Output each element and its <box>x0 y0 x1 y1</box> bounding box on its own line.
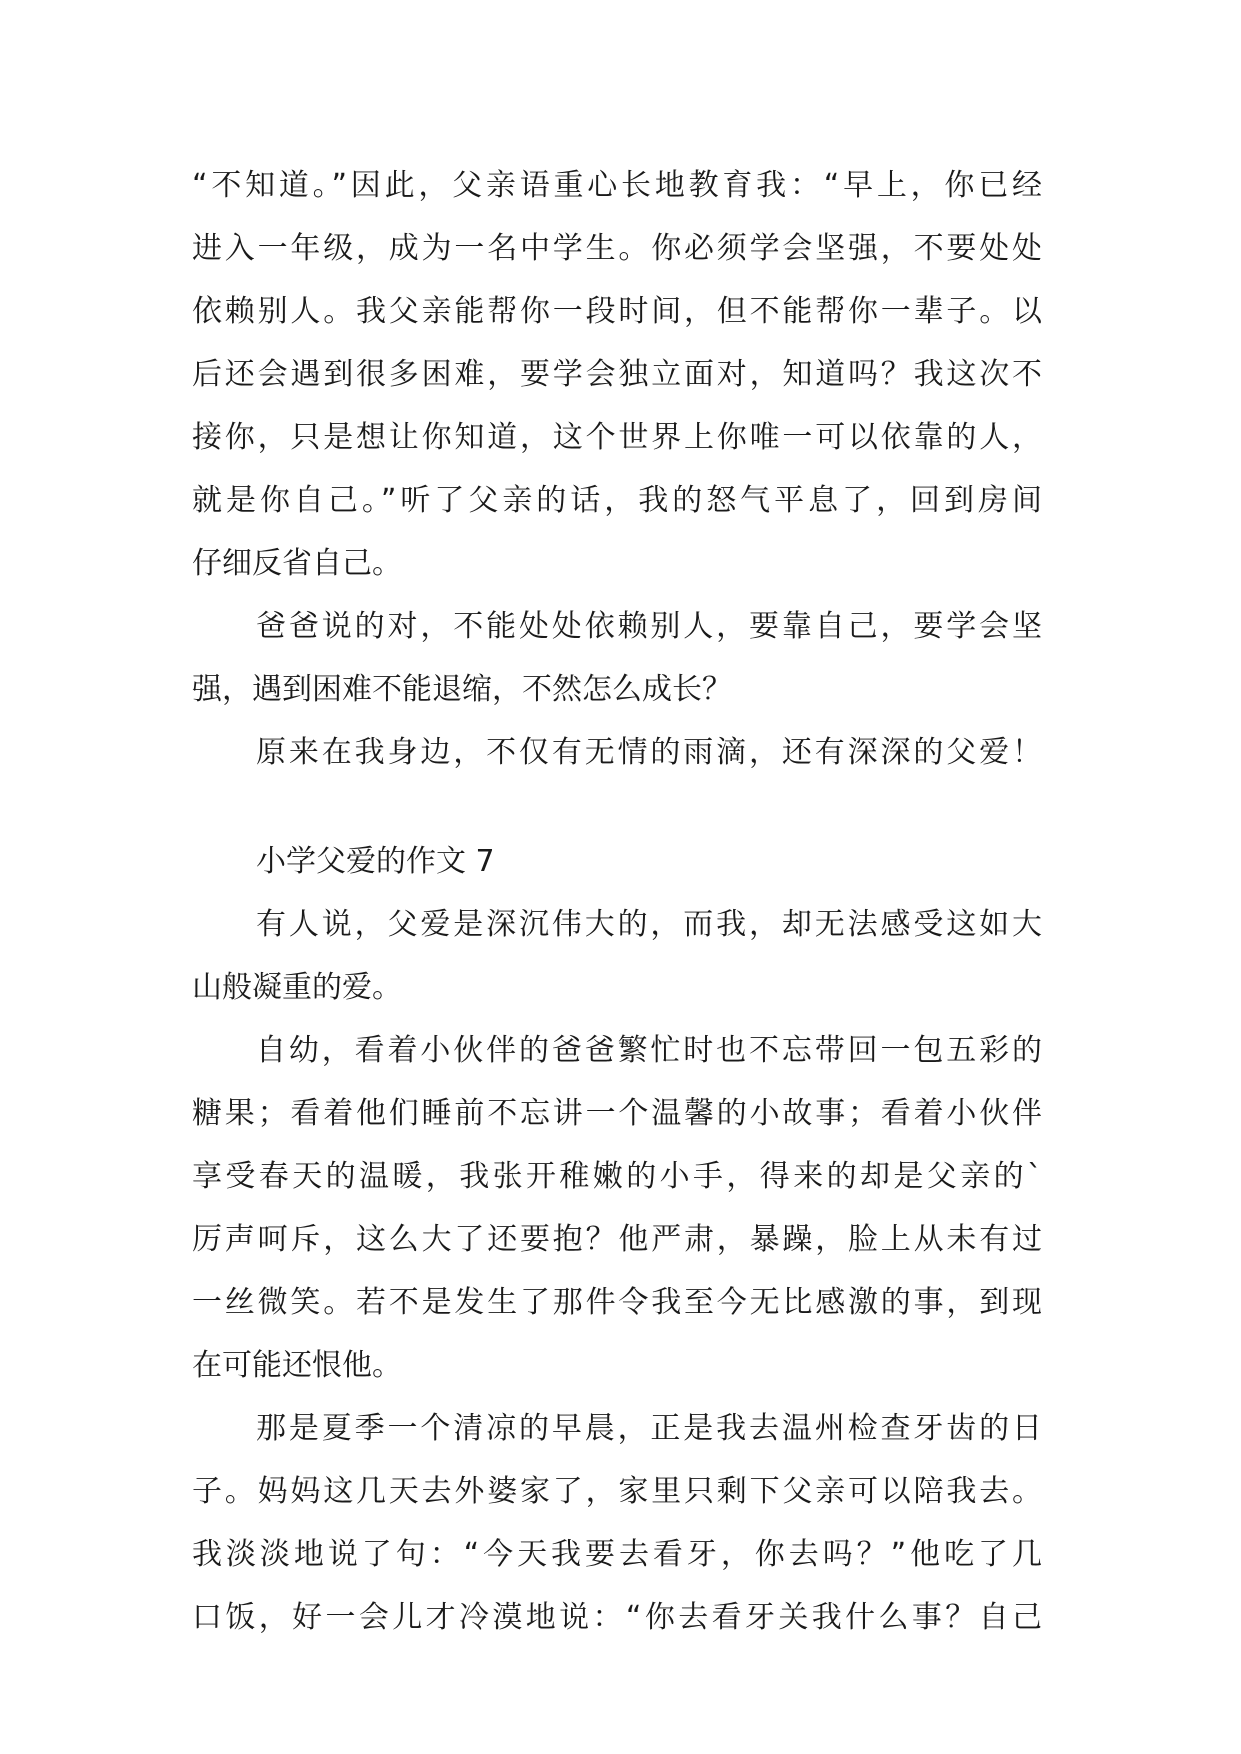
text-line: 进入一年级，成为一名中学生。你必须学会坚强，不要处处 <box>192 231 1042 266</box>
text-line: 口饭，好一会儿才冷漠地说：“你去看牙关我什么事？自己 <box>192 1600 1042 1635</box>
text-line: 山般凝重的爱。 <box>192 970 402 1005</box>
text-line: 厉声呵斥，这么大了还要抱？他严肃，暴躁，脸上从未有过 <box>192 1222 1042 1257</box>
text-line: “不知道。”因此，父亲语重心长地教育我：“早上，你已经 <box>192 168 1042 203</box>
text-line: 那是夏季一个清凉的早晨，正是我去温州检查牙齿的日 <box>256 1411 1042 1446</box>
text-line: 仔细反省自己。 <box>192 546 402 581</box>
text-line: 子。妈妈这几天去外婆家了，家里只剩下父亲可以陪我去。 <box>192 1474 1042 1509</box>
section-heading: 小学父爱的作文 7 <box>256 844 495 879</box>
text-line: 爸爸说的对，不能处处依赖别人，要靠自己，要学会坚 <box>256 609 1042 644</box>
text-line: 享受春天的温暖，我张开稚嫩的小手，得来的却是父亲的` <box>192 1159 1042 1194</box>
text-line: 就是你自己。”听了父亲的话，我的怒气平息了，回到房间 <box>192 483 1042 518</box>
text-line: 原来在我身边，不仅有无情的雨滴，还有深深的父爱！ <box>256 735 1042 770</box>
text-line: 强，遇到困难不能退缩，不然怎么成长？ <box>192 672 732 707</box>
text-line: 我淡淡地说了句：“今天我要去看牙，你去吗？”他吃了几 <box>192 1537 1042 1572</box>
text-line: 接你，只是想让你知道，这个世界上你唯一可以依靠的人， <box>192 420 1042 455</box>
text-line: 一丝微笑。若不是发生了那件令我至今无比感激的事，到现 <box>192 1285 1042 1320</box>
text-line: 在可能还恨他。 <box>192 1348 402 1383</box>
text-line: 有人说，父爱是深沉伟大的，而我，却无法感受这如大 <box>256 907 1042 942</box>
text-line: 自幼，看着小伙伴的爸爸繁忙时也不忘带回一包五彩的 <box>256 1033 1042 1068</box>
text-line: 后还会遇到很多困难，要学会独立面对，知道吗？我这次不 <box>192 357 1042 392</box>
text-line: 依赖别人。我父亲能帮你一段时间，但不能帮你一辈子。以 <box>192 294 1042 329</box>
text-line: 糖果；看着他们睡前不忘讲一个温馨的小故事；看着小伙伴 <box>192 1096 1042 1131</box>
